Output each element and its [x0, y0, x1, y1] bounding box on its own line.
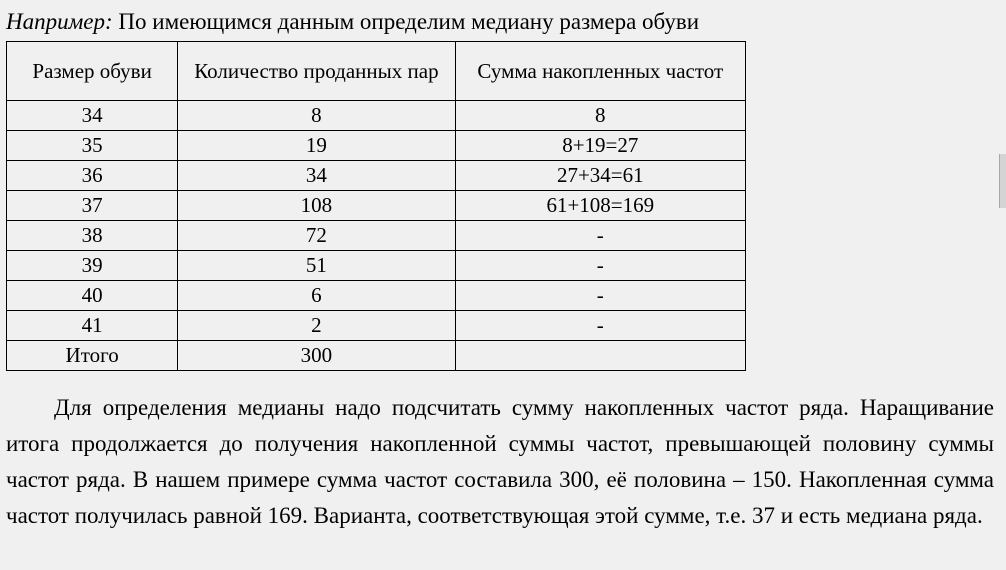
table-row [7, 251, 746, 281]
cell-size: 34 [7, 101, 178, 131]
cell-size: 41 [7, 311, 178, 341]
shoe-size-table [6, 41, 746, 371]
cell-size: 36 [7, 161, 178, 191]
table-row [7, 191, 746, 221]
cell-pairs: 19 [178, 131, 455, 161]
header-pairs-sold: Количество проданных пар [178, 42, 455, 101]
table-total-row [7, 341, 746, 371]
cell-pairs: 108 [178, 191, 455, 221]
header-shoe-size: Размер обуви [7, 42, 178, 101]
cell-pairs: 34 [178, 161, 455, 191]
cell-size: 39 [7, 251, 178, 281]
cell-cumulative: - [455, 251, 745, 281]
cell-size: 38 [7, 221, 178, 251]
table-row [7, 281, 746, 311]
cell-pairs: 8 [178, 101, 455, 131]
header-cumulative-frequency: Сумма накопленных частот [455, 42, 745, 101]
cell-cumulative: 8 [455, 101, 745, 131]
cell-cumulative: 8+19=27 [455, 131, 745, 161]
cell-cumulative: - [455, 221, 745, 251]
cell-size: 40 [7, 281, 178, 311]
intro-line [6, 7, 699, 37]
cell-pairs: 51 [178, 251, 455, 281]
cell-cumulative: - [455, 311, 745, 341]
cell-cumulative: 27+34=61 [455, 161, 745, 191]
explanation-paragraph: Для определения медианы надо подсчитать сумму накопленных частот ряда. Наращивание итога продолжается до получения накопленной суммы частот, превышающей половину суммы частот ряда. В нашем примере сумма частот составила 300, её половина – 150. Накопленная сумма частот получилась равной 169. Варианта, соответствующая этой сумме, т.е. 37 и есть медиана ряда. [6, 395, 994, 528]
scrollbar-thumb[interactable] [999, 154, 1006, 208]
cell-pairs: 6 [178, 281, 455, 311]
total-label: Итого [7, 341, 178, 371]
cell-cumulative: 61+108=169 [455, 191, 745, 221]
table-row [7, 311, 746, 341]
cell-size: 37 [7, 191, 178, 221]
cell-pairs: 72 [178, 221, 455, 251]
table-row [7, 101, 746, 131]
total-pairs: 300 [178, 341, 455, 371]
intro-text: По имеющимся данным определим медиану размера обуви [112, 9, 700, 34]
table-row [7, 131, 746, 161]
cell-pairs: 2 [178, 311, 455, 341]
table-row [7, 161, 746, 191]
cell-cumulative: - [455, 281, 745, 311]
cell-size: 35 [7, 131, 178, 161]
total-cumulative [455, 341, 745, 371]
table-header-row [7, 42, 746, 101]
intro-emphasis: Например: [6, 9, 113, 34]
table-row [7, 221, 746, 251]
